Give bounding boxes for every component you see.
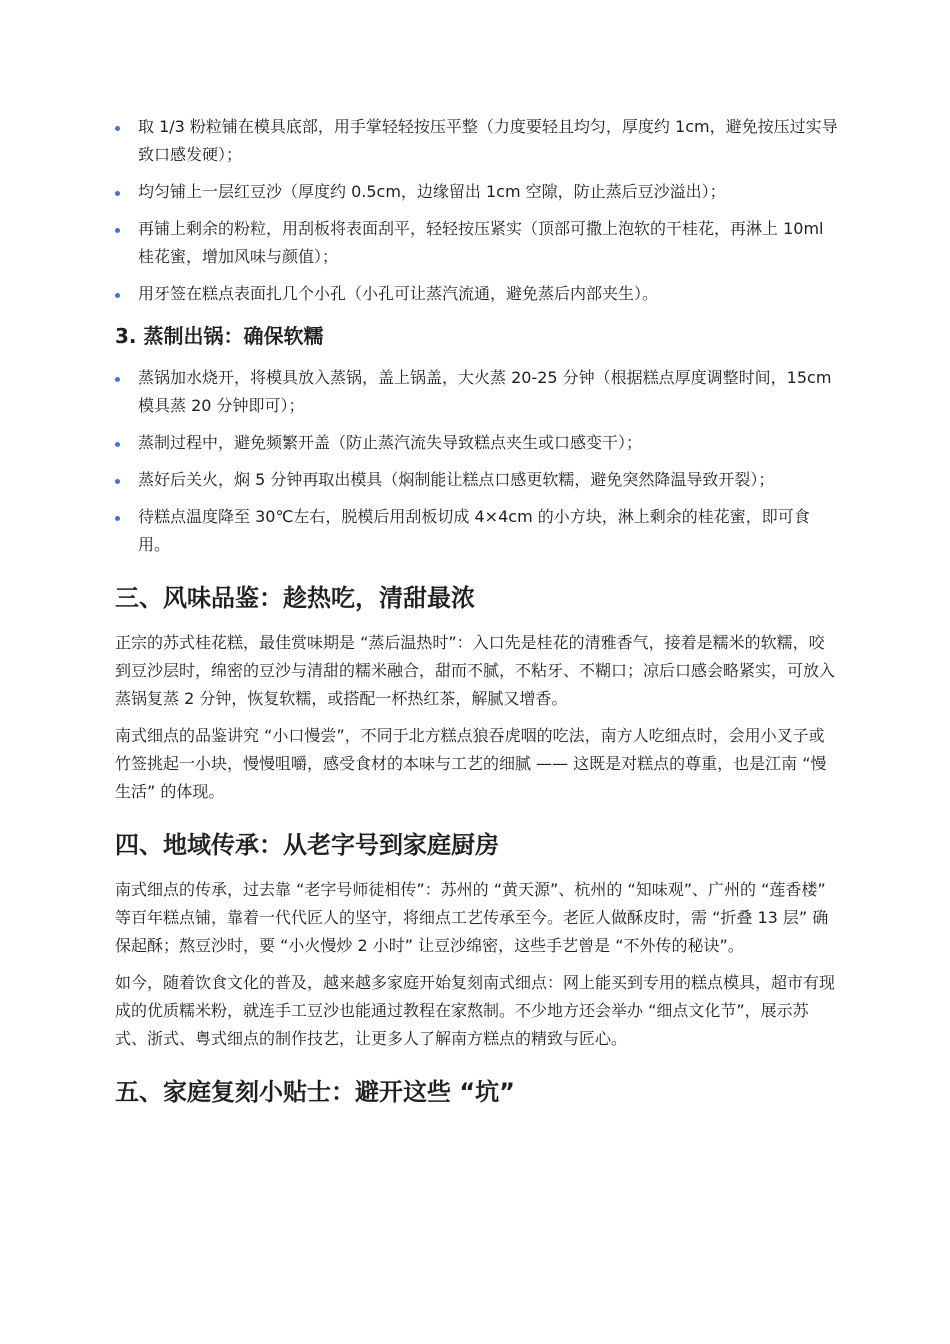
list-item: 待糕点温度降至 30℃左右，脱模后用刮板切成 4×4cm 的小方块，淋上剩余的桂花蜜，即可食用。: [115, 503, 840, 559]
section-title-tasting: 三、风味品鉴：趁热吃，清甜最浓: [115, 584, 475, 612]
bullet-dot-icon: [115, 442, 120, 447]
paragraph: 如今，随着饮食文化的普及，越来越多家庭开始复刻南式细点：网上能买到专用的糕点模具，超市有现成的优质糯米粉，就连手工豆沙也能通过教程在家熬制。不少地方还会举办 “细点文化节”，展示苏式、浙式、粤式细点的制作技艺，让更多人了解南方糕点的精致与匠心。: [115, 973, 836, 1048]
list-item: 蒸好后关火，焖 5 分钟再取出模具（焖制能让糕点口感更软糯，避免突然降温导致开裂）；: [115, 466, 840, 494]
list-item: 用牙签在糕点表面扎几个小孔（小孔可让蒸汽流通，避免蒸后内部夹生）。: [115, 280, 840, 308]
list-item: 取 1/3 粉粒铺在模具底部，用手掌轻轻按压平整（力度要轻且均匀，厚度约 1cm，避免按压过实导致口感发硬）；: [115, 113, 840, 169]
bullet-dot-icon: [115, 516, 120, 521]
document-body: [115, 113, 840, 1123]
list-item: 均匀铺上一层红豆沙（厚度约 0.5cm，边缘留出 1cm 空隙，防止蒸后豆沙溢出）；: [115, 178, 840, 206]
section-title-tips: 五、家庭复刻小贴士：避开这些 “坑”: [115, 1078, 515, 1106]
section-title-heritage: 四、地域传承：从老字号到家庭厨房: [115, 831, 499, 859]
bullet-dot-icon: [115, 228, 120, 233]
step-list-layering: [115, 113, 840, 308]
bullet-dot-icon: [115, 293, 120, 298]
bullet-dot-icon: [115, 479, 120, 484]
step-list-steaming: [115, 364, 840, 559]
list-item: 再铺上剩余的粉粒，用刮板将表面刮平，轻轻按压紧实（顶部可撒上泡软的干桂花，再淋上 10ml 桂花蜜，增加风味与颜值）；: [115, 215, 840, 271]
paragraph: 正宗的苏式桂花糕，最佳赏味期是 “蒸后温热时”：入口先是桂花的清雅香气，接着是糯米的软糯，咬到豆沙层时，绵密的豆沙与清甜的糯米融合，甜而不腻，不粘牙、不糊口；凉后口感会略紧实，可放入蒸锅复蒸 2 分钟，恢复软糯，或搭配一杯热红茶，解腻又增香。: [115, 633, 836, 708]
bullet-dot-icon: [115, 191, 120, 196]
subheading-steaming: 3. 蒸制出锅：确保软糯: [115, 324, 324, 348]
list-item: 蒸制过程中，避免频繁开盖（防止蒸汽流失导致糕点夹生或口感变干）；: [115, 429, 840, 457]
paragraph: 南式细点的品鉴讲究 “小口慢尝”，不同于北方糕点狼吞虎咽的吃法，南方人吃细点时，会用小叉子或竹签挑起一小块，慢慢咀嚼，感受食材的本味与工艺的细腻 —— 这既是对糕点的尊重，也是江南 “慢生活” 的体现。: [115, 726, 827, 801]
paragraph: 南式细点的传承，过去靠 “老字号师徒相传”：苏州的 “黄天源”、杭州的 “知味观”、广州的 “莲香楼” 等百年糕点铺，靠着一代代匠人的坚守，将细点工艺传承至今。老匠人做酥皮时，需 “折叠 13 层” 确保起酥；熬豆沙时，要 “小火慢炒 2 小时” 让豆沙绵密，这些手艺曾是 “不外传的秘诀”。: [115, 880, 829, 955]
bullet-dot-icon: [115, 377, 120, 382]
bullet-dot-icon: [115, 126, 120, 131]
list-item: 蒸锅加水烧开，将模具放入蒸锅，盖上锅盖，大火蒸 20-25 分钟（根据糕点厚度调整时间，15cm 模具蒸 20 分钟即可）；: [115, 364, 840, 420]
